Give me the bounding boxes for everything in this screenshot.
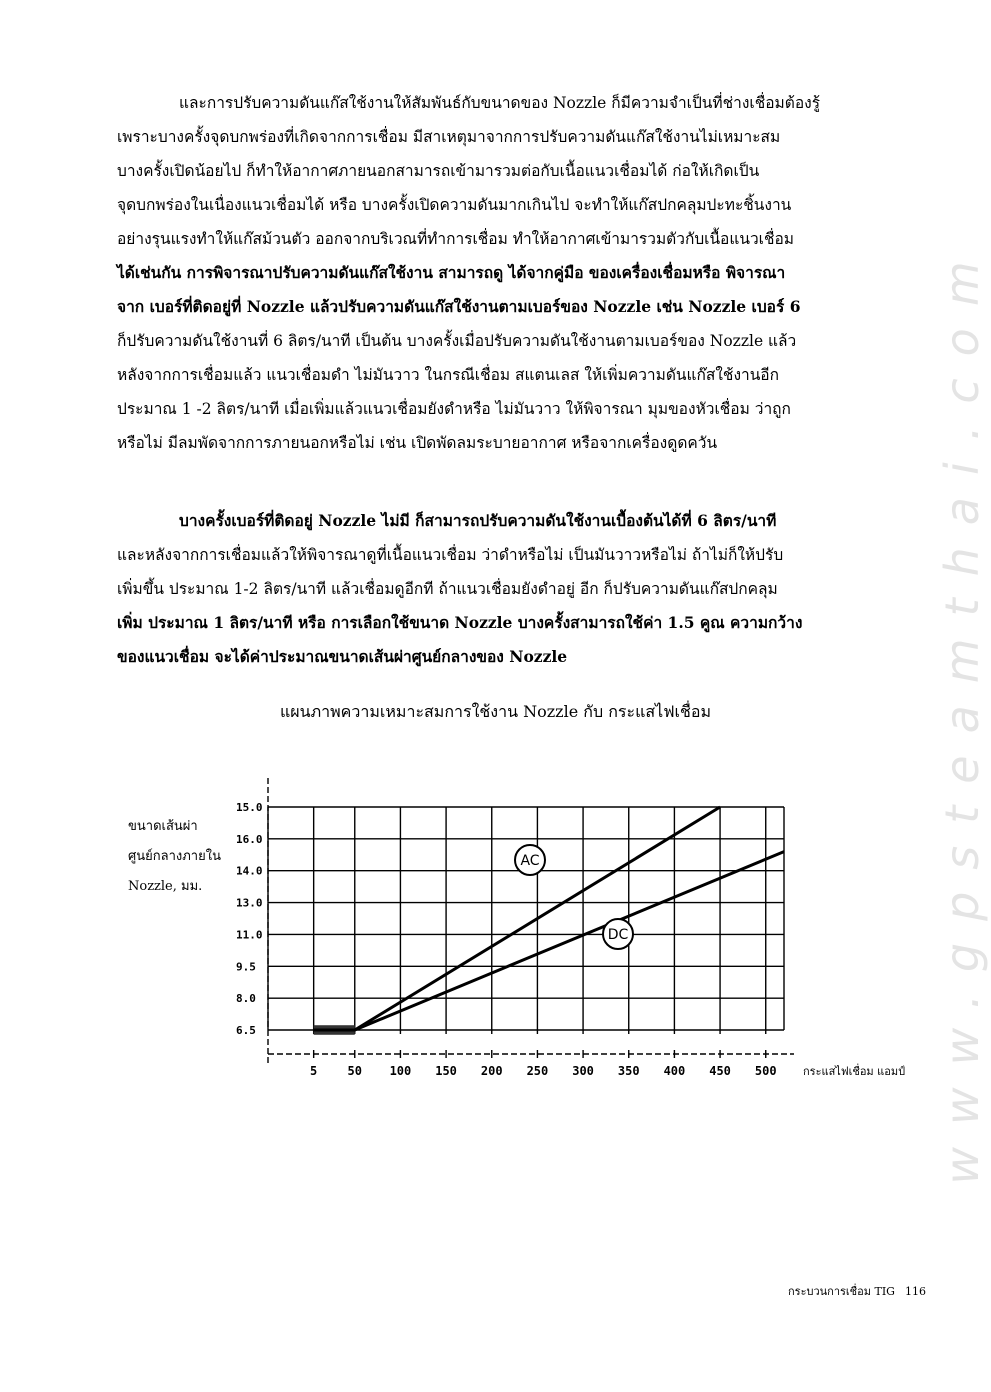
x-tick-label: 150 [435, 1064, 457, 1078]
page-number: 116 [904, 1285, 926, 1298]
nozzle-current-chart [0, 760, 991, 1120]
text-line: หรือไม่ มีลมพัดจากการภายนอกหรือไม่ เช่น เปิดพัดลมระบายอากาศ หรือจากเครื่องดูดควัน [117, 434, 718, 452]
text-line: จุดบกพร่องในเนื่องแนวเชื่อมได้ หรือ บางครั้งเปิดความดันมากเกินไป จะทำให้แก๊สปกคลุมปะทะชิ้นงาน [117, 196, 792, 214]
footer-title: กระบวนการเชื่อม TIG [788, 1285, 895, 1298]
x-tick-label: 400 [663, 1064, 686, 1078]
x-tick-label: 300 [572, 1064, 594, 1078]
x-axis-label: กระแสไฟเชื่อม แอมป์ [803, 1065, 906, 1078]
text-line: และการปรับความดันแก๊สใช้งานให้สัมพันธ์กับขนาดของ Nozzle ก็มีความจำเป็นที่ช่างเชื่อมต้องรู้ [179, 94, 821, 112]
text-line: อย่างรุนแรงทำให้แก๊สม้วนตัว ออกจากบริเวณที่ทำการเชื่อม ทำให้อากาศเข้ามารวมตัวกับเนื้อแนวเชื่อม [117, 230, 795, 248]
text-line: เพิ่ม ประมาณ 1 ลิตร/นาที หรือ การเลือกใช้ขนาด Nozzle บางครั้งสามารถใช้ค่า 1.5 คูณ ความกว้าง [117, 613, 803, 632]
y-tick-label: 13.0 [236, 896, 263, 910]
series-line-dc [314, 852, 784, 1030]
text-line: ก็ปรับความดันใช้งานที่ 6 ลิตร/นาที เป็นต้น บางครั้งเมื่อปรับความดันใช้งานตามเบอร์ของ Nozzle แล้ว [117, 332, 797, 350]
x-tick-label: 450 [709, 1064, 731, 1078]
text-line: หลังจากการเชื่อมแล้ว แนวเชื่อมดำ ไม่มันวาว ในกรณีเชื่อม สแตนเลส ให้เพิ่มความดันแก๊สใช้งานอีก [117, 366, 780, 384]
page-footer [788, 1282, 926, 1300]
y-tick-label: 9.5 [236, 960, 256, 974]
x-tick-label: 5 [310, 1064, 318, 1078]
y-tick-label: 8.0 [236, 992, 256, 1006]
watermark-text: www.gpsteamthai.com [935, 239, 989, 1185]
text-line: เพราะบางครั้งจุดบกพร่องที่เกิดจากการเชื่อม มีสาเหตุมาจากการปรับความดันแก๊สใช้งานไม่เหมาะสม [117, 128, 781, 146]
text-line: ได้เช่นกัน การพิจารณาปรับความดันแก๊สใช้งาน สามารถดู ได้จากคู่มือ ของเครื่องเชื่อมหรือ พิจารณา [117, 263, 786, 282]
text-line: ประมาณ 1 -2 ลิตร/นาที เมื่อเพิ่มแล้วแนวเชื่อมยังดำหรือ ไม่มันวาว ให้พิจารณา มุมของหัวเชื่อม ว่าถูก [117, 400, 791, 418]
text-line: และหลังจากการเชื่อมแล้วให้พิจารณาดูที่เนื้อแนวเชื่อม ว่าดำหรือไม่ เป็นมันวาวหรือไม่ ถ้าไม่ก็ให้ปรับ [117, 546, 784, 564]
text-line: บางครั้งเบอร์ที่ติดอยู่ Nozzle ไม่มี ก็สามารถปรับความดันใช้งานเบื้องต้นได้ที่ 6 ลิตร/นาที [179, 511, 777, 530]
paragraph-2 [117, 504, 925, 674]
x-tick-label: 50 [347, 1064, 362, 1078]
x-tick-label: 350 [617, 1064, 640, 1078]
y-tick-label: 6.5 [236, 1024, 256, 1037]
y-tick-label: 16.0 [236, 832, 263, 846]
series-line-ac [314, 807, 720, 1030]
y-axis-label: ขนาดเส้นผ่า [128, 819, 198, 834]
text-line: บางครั้งเปิดน้อยไป ก็ทำให้อากาศภายนอกสามารถเข้ามารวมต่อกับเนื้อแนวเชื่อมได้ ก่อให้เกิดเป็น [117, 162, 760, 180]
text-line: ของแนวเชื่อม จะได้ค่าประมาณขนาดเส้นผ่าศูนย์กลางของ Nozzle [117, 647, 568, 666]
paragraph-1 [117, 86, 925, 460]
y-axis-label: ศูนย์กลางภายใน [128, 849, 221, 864]
series-label: DC [607, 927, 629, 943]
y-tick-label: 14.0 [236, 864, 263, 878]
series-label: AC [520, 853, 540, 869]
y-axis-label: Nozzle, มม. [128, 879, 203, 894]
x-tick-label: 100 [389, 1064, 412, 1078]
chart-title: แผนภาพความเหมาะสมการใช้งาน Nozzle กับ กระแสไฟเชื่อม [279, 702, 712, 721]
text-line: เพิ่มขึ้น ประมาณ 1-2 ลิตร/นาที แล้วเชื่อมดูอีกที ถ้าแนวเชื่อมยังดำอยู่ อีก ก็ปรับความดันแก๊สปกคลุม [117, 580, 778, 598]
x-tick-label: 250 [526, 1064, 549, 1078]
y-tick-label: 11.0 [236, 928, 263, 942]
text-line: จาก เบอร์ที่ติดอยู่ที่ Nozzle แล้วปรับความดันแก๊สใช้งานตามเบอร์ของ Nozzle เช่น Nozzle เบอร์ 6 [117, 297, 801, 316]
x-tick-label: 200 [480, 1064, 503, 1078]
y-tick-label: 15.0 [236, 801, 263, 814]
x-tick-label: 500 [754, 1064, 777, 1078]
